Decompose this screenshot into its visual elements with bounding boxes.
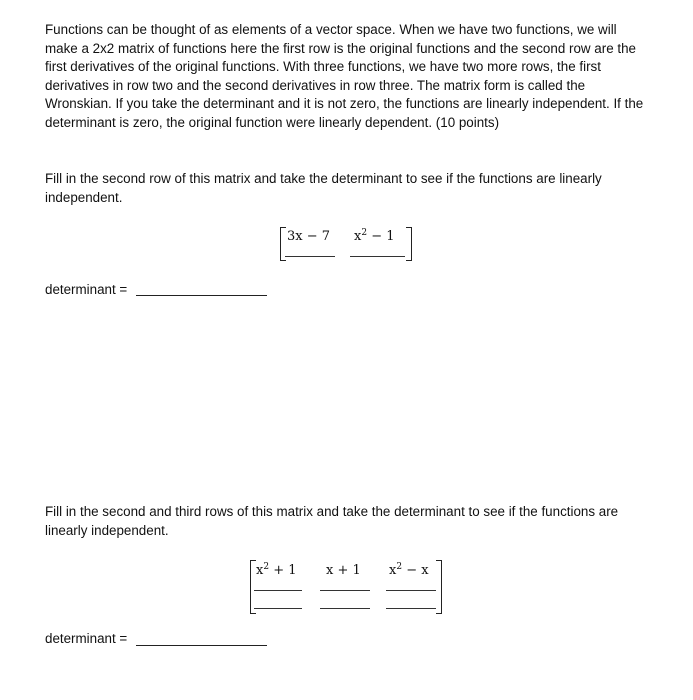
matrix2-blank-3-3[interactable]: [386, 608, 436, 609]
matrix2-blank-3-2[interactable]: [320, 608, 370, 609]
matrix2-entry-1-3: $x^2 - x$: [389, 562, 429, 578]
question2-prompt: Fill in the second and third rows of this matrix and take the determinant to see if the functions are linearly independent.: [45, 504, 619, 538]
question1-prompt: Fill in the second row of this matrix and take the determinant to see if the functions are linearly independent.: [45, 171, 602, 205]
matrix1-right-bracket: [406, 227, 412, 261]
determinant1-answer-line[interactable]: [136, 295, 267, 296]
matrix2-right-bracket: [436, 560, 442, 614]
matrix2-entry-1-1: $x^2 + 1$: [256, 562, 297, 578]
determinant2-answer-line[interactable]: [136, 645, 267, 646]
matrix2-blank-2-3[interactable]: [386, 590, 436, 591]
determinant1-label: determinant =: [45, 282, 128, 297]
matrix2-blank-3-1[interactable]: [254, 608, 302, 609]
matrix1-blank-2-1[interactable]: [285, 256, 335, 257]
intro-paragraph: Functions can be thought of as elements of a vector space. When we have two functions, we will make a 2x2 matrix of functions here the first row is the original functions and the second row are the first derivatives of the original functions. With three functions, we have two more rows, the first derivatives in row two and the second derivatives in row three. The matrix form is called the Wronskian. If you take the determinant and it is not zero, the functions are linearly independent. If the determinant is zero, the original function were linearly dependent. (10 points): [45, 22, 644, 130]
determinant2-label: determinant =: [45, 631, 128, 646]
matrix2-blank-2-1[interactable]: [254, 590, 302, 591]
matrix1-entry-1-1: 3x − 7: [287, 229, 331, 244]
matrix1-blank-2-2[interactable]: [350, 256, 405, 257]
matrix1-entry-1-2: $x^2 - 1$: [354, 228, 395, 244]
matrix2-blank-2-2[interactable]: [320, 590, 370, 591]
matrix2-entry-1-2: x + 1: [326, 563, 361, 578]
